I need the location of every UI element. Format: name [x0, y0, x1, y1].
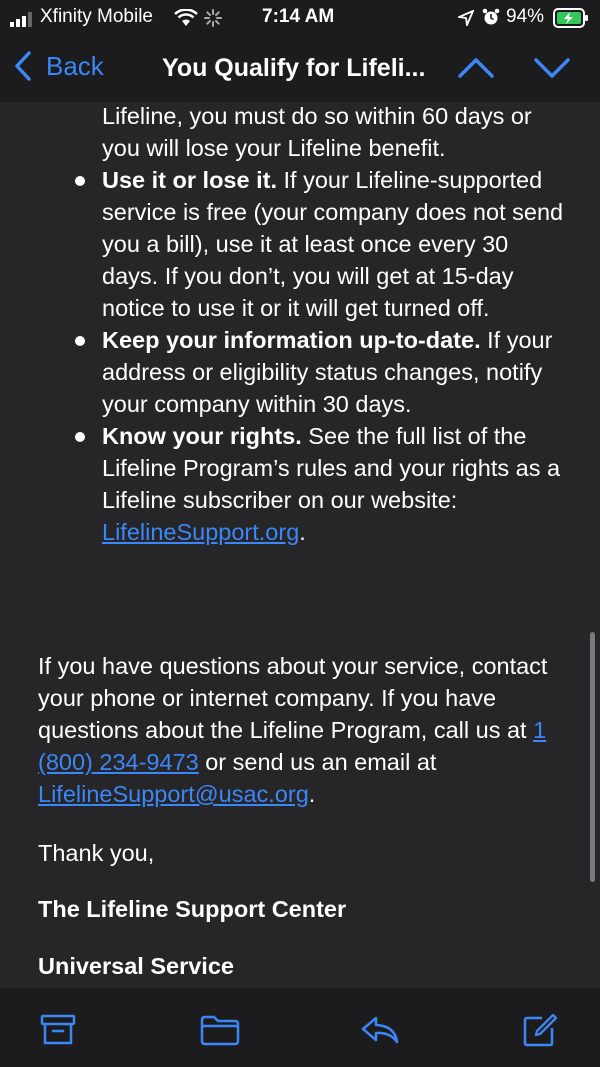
email-body[interactable]: [0, 102, 600, 988]
signature-line-1: The Lifeline Support Center: [38, 896, 347, 922]
scrollbar[interactable]: [590, 632, 595, 882]
period: .: [299, 519, 306, 545]
location-icon: [458, 10, 474, 26]
signal-icon: [10, 11, 36, 27]
bullet-heading: Know your rights.: [102, 423, 302, 449]
battery-icon: [553, 8, 589, 28]
battery-percent: 94%: [506, 6, 545, 27]
bullet-dot: [75, 176, 85, 186]
period: .: [308, 781, 316, 807]
page-title: You Qualify for Lifeli...: [162, 54, 426, 82]
alarm-icon: [482, 8, 500, 26]
list-item: [0, 324, 568, 420]
activity-spinner-icon: [204, 9, 222, 27]
para-text: or send us an email at: [198, 749, 437, 775]
bottom-toolbar: [0, 988, 600, 1067]
list-item: [0, 420, 568, 548]
archive-icon[interactable]: [40, 1014, 76, 1046]
nav-bar: [0, 36, 600, 103]
email-link[interactable]: LifelineSupport@usac.org: [38, 781, 309, 807]
back-button[interactable]: [12, 50, 104, 82]
status-time: 7:14 AM: [262, 6, 335, 27]
bullet-text: If your Lifeline-supported service is free (your company does not send you a bill), use it at least once every 30 days. If you don’t, you will get at 15-day notice to use it or it will get turned off.: [102, 167, 564, 321]
bullet-heading: Use it or lose it.: [102, 167, 277, 193]
compose-icon[interactable]: [522, 1014, 558, 1048]
para-text: If you have questions about your service, contact your phone or internet company. If you have questions about the Lifeline Program, call us at: [38, 653, 548, 743]
bullet-heading: Keep your information up-to-date.: [102, 327, 481, 353]
status-bar: [0, 0, 600, 36]
bullet-text: If your address or eligibility status changes, notify your company within 30 days.: [102, 327, 553, 417]
back-chevron-icon: [12, 50, 34, 82]
bullet-dot: [75, 432, 85, 442]
carrier-name: Xfinity Mobile: [40, 6, 153, 27]
bullet-dot: [75, 336, 85, 346]
questions-paragraph: [38, 650, 568, 810]
lifeline-website-link[interactable]: LifelineSupport.org: [102, 519, 300, 545]
back-label: Back: [46, 50, 104, 81]
chevron-down-icon[interactable]: [532, 52, 572, 82]
wifi-icon: [174, 9, 198, 27]
list-item: [0, 102, 568, 164]
list-item: [0, 164, 568, 324]
reply-icon[interactable]: [360, 1014, 400, 1046]
chevron-up-icon[interactable]: [456, 52, 496, 82]
bullet1-text: Lifeline, you must do so within 60 days or you will lose your Lifeline benefit.: [102, 103, 532, 161]
thanks-text: Thank you,: [38, 840, 155, 866]
bullet-list: [0, 102, 568, 548]
phone-link[interactable]: 1 (800) 234-9473: [38, 717, 547, 775]
signature-line-2: Universal Service: [38, 953, 234, 979]
folder-icon[interactable]: [200, 1014, 240, 1046]
bullet-text: See the full list of the Lifeline Program’s rules and your rights as a Lifeline subscriber on our website:: [102, 423, 561, 513]
